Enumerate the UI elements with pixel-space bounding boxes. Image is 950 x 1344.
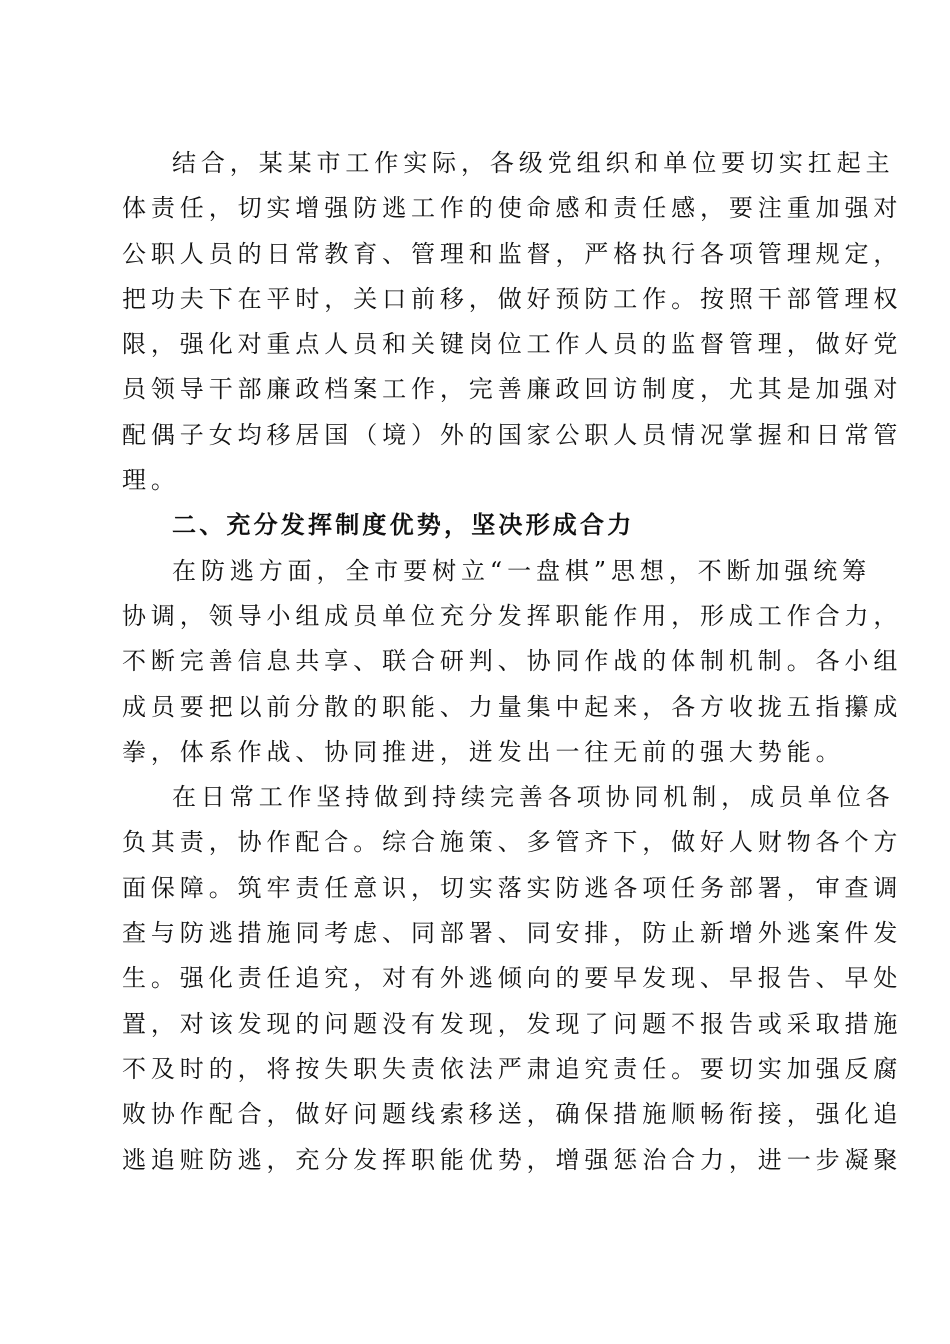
text-line: 败协作配合，做好问题线索移送，确保措施顺畅衔接，强化追 [122,1100,903,1129]
text-line: 协调，领导小组成员单位充分发挥职能作用，形成工作合力， [122,601,903,630]
text-line: 置，对该发现的问题没有发现，发现了问题不报告或采取措施 [122,1009,903,1038]
text-line: 不及时的，将按失职失责依法严肃追究责任。要切实加强反腐 [122,1054,903,1083]
text-line: 逃追赃防逃，充分发挥职能优势，增强惩治合力，进一步凝聚 [122,1145,903,1174]
text-line: 员领导干部廉政档案工作，完善廉政回访制度，尤其是加强对 [122,375,903,404]
text-line: 理。 [122,466,180,495]
text-line: 把功夫下在平时，关口前移，做好预防工作。按照干部管理权 [122,284,903,313]
text-line: 负其责，协作配合。综合施策、多管齐下，做好人财物各个方 [122,828,903,857]
text-line: 公职人员的日常教育、管理和监督，严格执行各项管理规定， [122,239,903,268]
text-line: 不断完善信息共享、联合研判、协同作战的体制机制。各小组 [122,647,903,676]
text-line: 查与防逃措施同考虑、同部署、同安排，防止新增外逃案件发 [122,919,903,948]
text-line: 在日常工作坚持做到持续完善各项协同机制，成员单位各 [172,783,895,812]
paragraph-1 [122,141,903,503]
paragraph-2 [122,549,903,775]
text-line: 体责任，切实增强防逃工作的使命感和责任感，要注重加强对 [122,194,903,223]
text-line: 结合，某某市工作实际，各级党组织和单位要切实扛起主 [172,149,895,177]
text-line: 限，强化对重点人员和关键岗位工作人员的监督管理，做好党 [122,330,903,359]
text-line: 生。强化责任追究，对有外逃倾向的要早发现、早报告、早处 [122,964,903,993]
text-line: 成员要把以前分散的职能、力量集中起来，各方收拢五指攥成 [122,692,903,721]
text-line: 拳，体系作战、协同推进，迸发出一往无前的强大势能。 [122,737,845,766]
section-heading: 二、充分发挥制度优势，坚决形成合力 [172,511,635,540]
paragraph-3 [122,775,903,1183]
document-body [122,141,903,1183]
text-line: 面保障。筑牢责任意识，切实落实防逃各项任务部署，审查调 [122,873,903,902]
text-line: 在防逃方面，全市要树立“一盘棋”思想，不断加强统筹 [172,556,872,585]
text-line: 配偶子女均移居国（境）外的国家公职人员情况掌握和日常管 [122,420,903,449]
